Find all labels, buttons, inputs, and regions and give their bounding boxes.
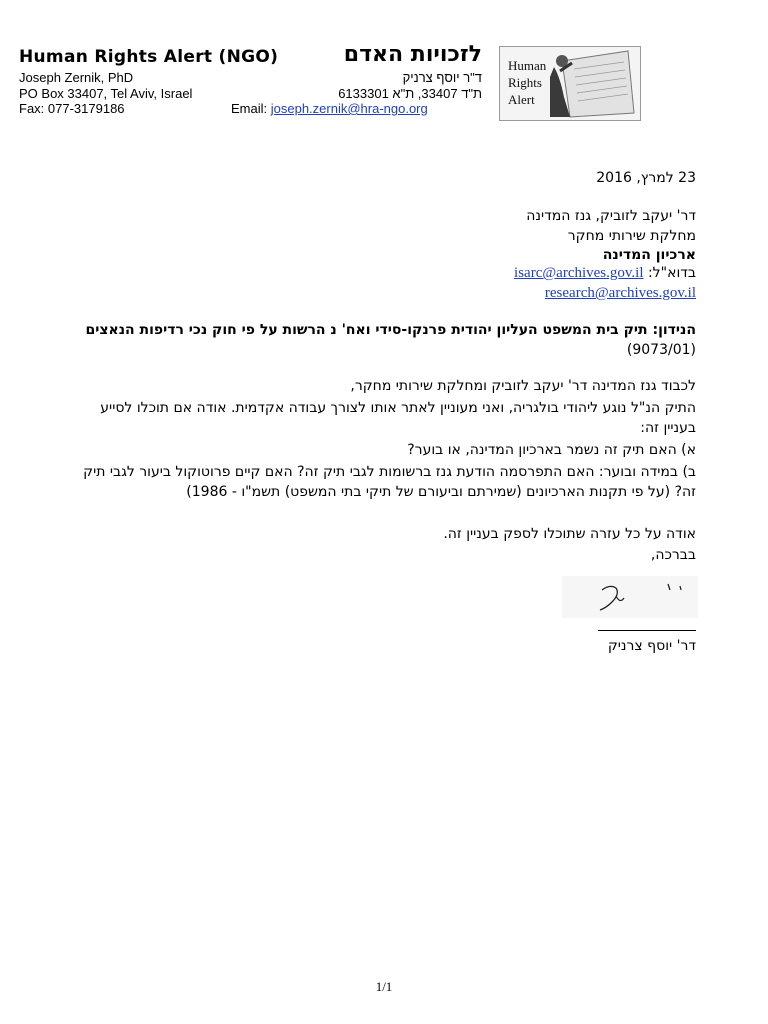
letter-subject [76,320,696,360]
closing: בברכה, [650,547,696,563]
question-a: א) האם תיק זה נשמר בארכיון המדינה, או בוער? [407,442,696,458]
recipient-email-link[interactable]: research@archives.gov.il [544,285,696,301]
org-name-he: לזכויות האדם [343,42,482,67]
sender-address-he: ת"ד 33407, ת"א 6133301 [338,86,482,101]
recipient-org: ארכיון המדינה [602,247,696,263]
recipient-email-row [514,263,696,283]
letter-date: 23 למרץ, 2016 [596,170,696,186]
subject-case-number: (9073/01) [626,342,696,358]
signer-name: דר' יוסף צרניק [607,638,696,654]
signature-image [562,576,698,618]
org-logo [499,46,641,121]
sender-email-row [231,101,428,116]
sender-name-en: Joseph Zernik, PhD [19,70,134,85]
sender-name-he: ד"ר יוסף צרניק [402,70,482,85]
page-number: 1/1 [375,979,393,994]
recipient-email-link[interactable]: isarc@archives.gov.il [514,265,644,281]
salutation: לכבוד גנז המדינה דר' יעקב לזוביק ומחלקת שירותי מחקר, [350,378,696,394]
recipient-email-row [545,283,696,303]
org-name-en: Human Rights Alert (NGO) [19,47,279,67]
sender-address-en: PO Box 33407, Tel Aviv, Israel [19,86,193,101]
recipient-email-label: בדוא"ל: [647,265,696,281]
thanks-line: אודה על כל עזרה שתוכלו לספק בעניין זה. [443,526,696,542]
sender-email-link[interactable]: joseph.zernik@hra-ngo.org [270,101,428,116]
org-logo-text: Human Rights Alert [508,58,547,107]
subject-label: הנידון: [652,322,696,338]
subject-text: תיק בית המשפט העליון יהודית פרנקו-סידי ואח' נ הרשות על פי חוק נכי רדיפות הנאצים [85,322,648,338]
question-b: ב) במידה ובוער: האם התפרסמה הודעת גנז ברשומות לגבי תיק זה? האם קיים פרוטוקול ביעור לגבי תיק זה? (על פי תקנות הארכיונים (שמירתם וביעורם של תיקי בתי המשפט) תשמ"ו - 1986) [83,464,696,500]
recipient-line: דר' יעקב לזוביק, גנז המדינה [526,208,696,224]
recipient-line: מחלקת שירותי מחקר [567,228,696,244]
signature-line [598,630,696,631]
sender-email-label: Email: [231,101,271,116]
body-paragraph: התיק הנ"ל נוגע ליהודי בולגריה, ואני מעוניין לאתר אותו לצורך עבודה אקדמית. אודה אם תוכלו לסייע בעניין זה: [100,400,696,436]
sender-fax: Fax: 077-3179186 [19,101,125,116]
